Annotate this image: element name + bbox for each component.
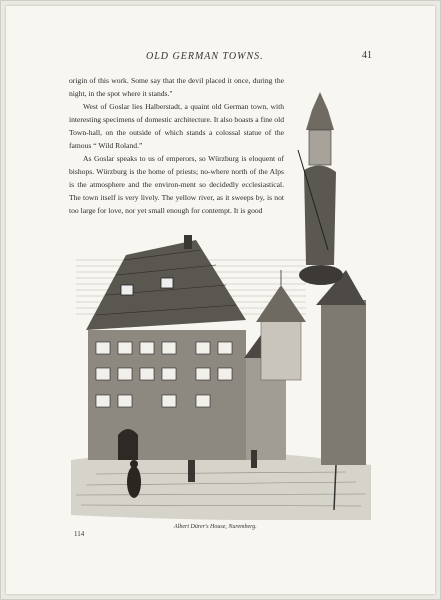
statue-bracket [299,265,343,285]
round-tower [261,320,301,380]
figure-man [251,450,257,468]
dormer-window [121,285,133,295]
paragraph: West of Goslar lies Halberstadt, a quaint old German town, with interesting specimens of domestic architecture. It also boasts a fine old Town-hall, on the outside of which stands a colossal statue of the famous “ Wild Roland.” [69,102,284,150]
figure-man [188,460,195,482]
statue-canopy [306,92,334,130]
page-number: 41 [362,50,372,61]
statue-niche [309,130,331,165]
plate-number: 114 [74,530,85,538]
arched-doorway [118,429,138,460]
body-text [69,74,284,217]
chimney [184,235,192,249]
running-title: OLD GERMAN TOWNS. [146,51,264,62]
book-page [6,6,435,594]
figure-head [130,460,138,468]
knight-statue [304,165,336,265]
right-building [321,300,366,465]
paragraph: As Goslar speaks to us of emperors, so Würzburg is eloquent of bishops. Würzburg is the home of priests; no-where north of the Alps is the atmosphere and the environ-ment so decidedly ecclesiastical. The town itself is very lively. The yellow river, as it sweeps by, is not too large for love, nor yet small enough for contempt. It is good [69,154,284,215]
dormer-window [161,278,173,288]
figure-woman [127,466,141,498]
illustration-caption: Albert Dürer's House, Nuremberg. [174,524,257,530]
tower-spire [256,285,306,322]
paragraph: origin of this work. Some say that the devil placed it once, during the night, in the spot where it stands." [69,76,284,98]
